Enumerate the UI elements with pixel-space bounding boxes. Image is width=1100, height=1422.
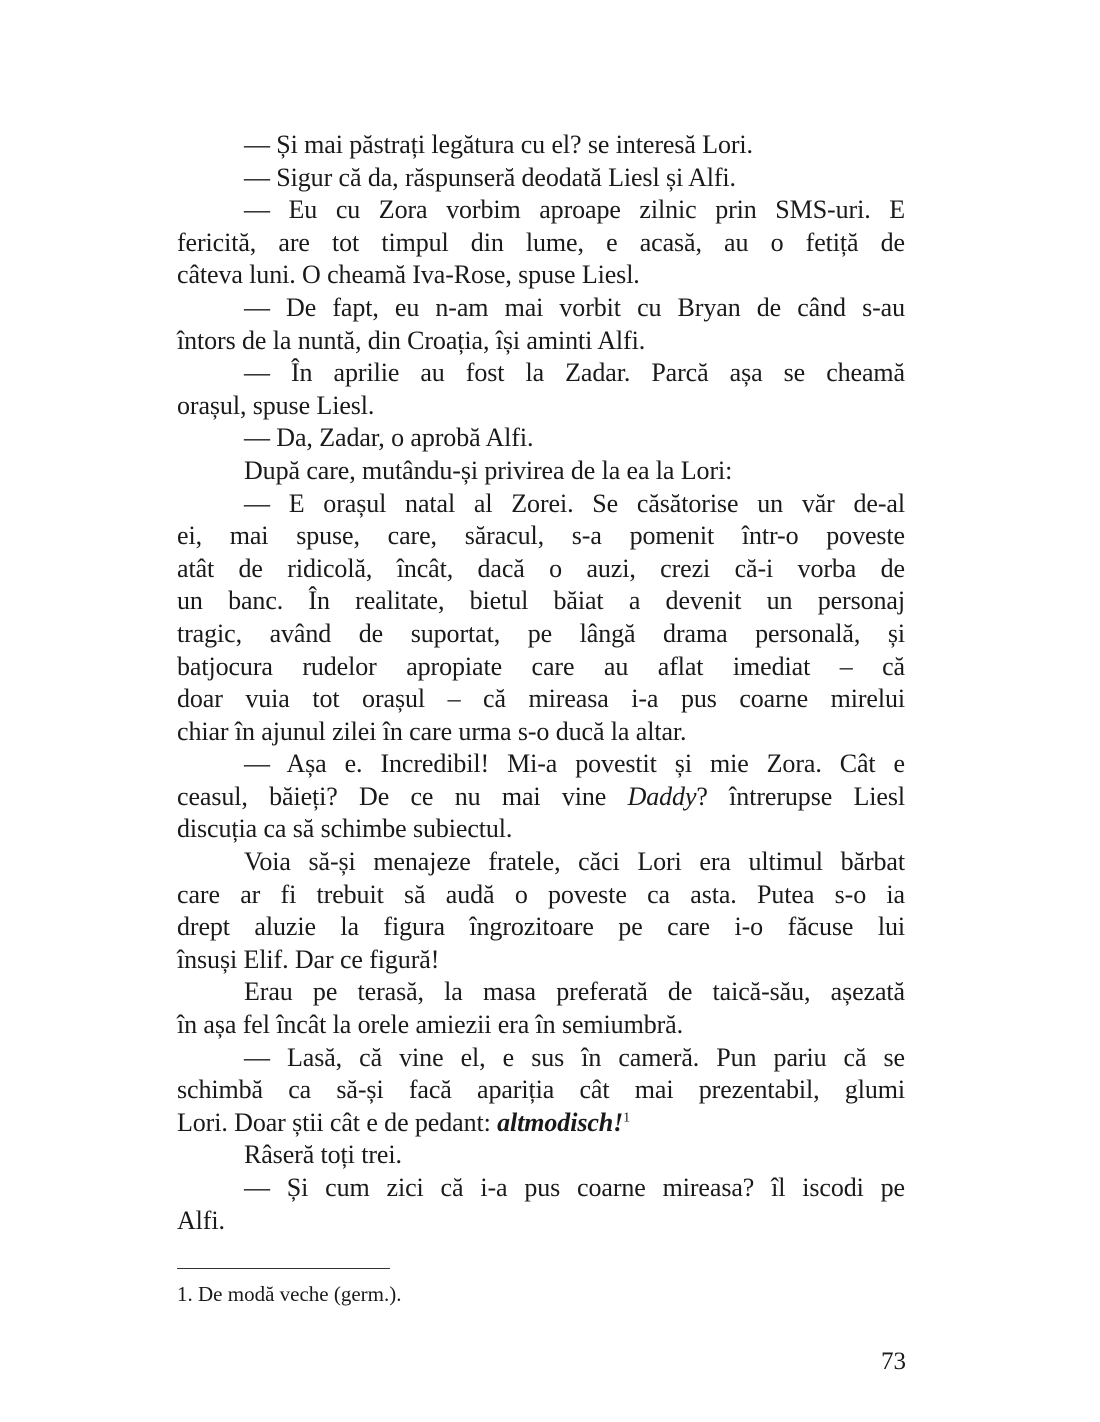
text-segment: — De fapt, eu n-am mai vorbit cu Bryan de când s-au (244, 292, 905, 322)
text-line (177, 162, 905, 195)
text-line (177, 716, 905, 749)
text-line (177, 553, 905, 586)
paragraph (177, 292, 905, 357)
text-line (177, 129, 905, 162)
emphasis-text: altmodisch! (497, 1107, 624, 1137)
text-segment: un banc. În realitate, bietul băiat a devenit un personaj (177, 586, 905, 616)
text-line (177, 194, 905, 227)
text-line (177, 488, 905, 521)
text-segment: drept aluzie la figura îngrozitoare pe care i-o făcuse lui (177, 912, 905, 942)
text-segment: Lori. Doar știi cât e de pedant: (177, 1107, 498, 1137)
page-number: 73 (881, 1348, 906, 1375)
text-line (177, 292, 905, 325)
text-line (177, 520, 905, 553)
text-segment: — În aprilie au fost la Zadar. Parcă așa se cheamă (244, 358, 905, 388)
text-segment: ? întrerupse Liesl (696, 781, 905, 811)
text-line (177, 227, 905, 260)
text-line (177, 1074, 905, 1107)
text-segment: ei, mai spuse, care, săracul, s-a pomenit într-o poveste (177, 521, 905, 551)
paragraph (177, 976, 905, 1041)
text-line (177, 1042, 905, 1075)
footnote-divider (177, 1268, 390, 1269)
text-line (177, 390, 905, 423)
text-line (177, 325, 905, 358)
text-segment: — Da, Zadar, o aprobă Alfi. (244, 423, 534, 453)
text-segment: câteva luni. O cheamă Iva-Rose, spuse Liesl. (177, 260, 640, 290)
text-line (177, 781, 905, 814)
text-line (177, 944, 905, 977)
text-segment: discuția ca să schimbe subiectul. (177, 814, 513, 844)
text-line (177, 455, 905, 488)
text-line (177, 585, 905, 618)
text-segment: tragic, având de suportat, pe lângă drama personală, și (177, 618, 905, 648)
text-line (177, 1172, 905, 1205)
text-line (177, 357, 905, 390)
text-segment: — Lasă, că vine el, e sus în cameră. Pun pariu că se (244, 1042, 905, 1072)
text-segment: — E orașul natal al Zorei. Se căsătorise un văr de-al (244, 488, 905, 518)
paragraph (177, 1042, 905, 1140)
text-line (177, 813, 905, 846)
paragraph (177, 488, 905, 749)
text-segment: — Și cum zici că i-a pus coarne mireasa? îl iscodi pe (244, 1173, 905, 1202)
paragraph (177, 422, 905, 455)
text-segment: în așa fel încât la orele amiezii era în semiumbră. (177, 1010, 684, 1040)
paragraph (177, 1139, 905, 1172)
paragraph (177, 846, 905, 976)
text-segment: batjocura rudelor apropiate care au aflat imediat – că (177, 651, 905, 681)
text-segment: După care, mutându-și privirea de la ea la Lori: (244, 455, 733, 485)
paragraph (177, 748, 905, 846)
emphasis-text: Daddy (627, 781, 697, 811)
text-segment: atât de ridicolă, încât, dacă o auzi, crezi că-i vorba de (177, 553, 905, 583)
text-segment: fericită, are tot timpul din lume, e acasă, au o fetiță de (177, 227, 905, 257)
text-line (177, 911, 905, 944)
text-line (177, 683, 905, 716)
text-segment: întors de la nuntă, din Croația, își aminti Alfi. (177, 325, 646, 355)
text-line (177, 422, 905, 455)
text-segment: schimbă ca să-și facă apariția cât mai prezentabil, glumi (177, 1075, 905, 1105)
text-line (177, 976, 905, 1009)
text-segment: Voia să-și menajeze fratele, căci Lori era ultimul bărbat (244, 847, 905, 877)
text-line (177, 1205, 905, 1238)
text-segment: doar vuia tot orașul – că mireasa i-a pus coarne mirelui (177, 684, 905, 714)
text-line (177, 259, 905, 292)
text-line (177, 651, 905, 684)
text-segment: Râseră toți trei. (244, 1140, 402, 1170)
paragraph (177, 129, 905, 162)
text-line (177, 846, 905, 879)
footnote: 1. De modă veche (germ.). (177, 1282, 402, 1306)
footnote-marker: 1 (623, 1110, 631, 1126)
text-segment: ceasul, băieți? De ce nu mai vine (177, 781, 628, 811)
text-segment: Erau pe terasă, la masa preferată de taică-său, așezată (244, 977, 905, 1007)
paragraph (177, 455, 905, 488)
text-line (177, 618, 905, 651)
text-segment: — Eu cu Zora vorbim aproape zilnic prin SMS-uri. E (244, 195, 905, 225)
text-line (177, 1139, 905, 1172)
text-line (177, 1009, 905, 1042)
text-segment: — Așa e. Incredibil! Mi-a povestit și mie Zora. Cât e (244, 749, 905, 779)
text-line (177, 1107, 905, 1140)
paragraph (177, 162, 905, 195)
text-segment: care ar fi trebuit să audă o poveste ca asta. Putea s-o ia (177, 879, 905, 909)
paragraph (177, 1172, 905, 1237)
text-segment: — Sigur că da, răspunseră deodată Liesl și Alfi. (244, 162, 736, 192)
text-segment: — Și mai păstrați legătura cu el? se interesă Lori. (244, 130, 753, 159)
text-line (177, 879, 905, 912)
text-segment: chiar în ajunul zilei în care urma s-o ducă la altar. (177, 716, 687, 746)
paragraph (177, 194, 905, 292)
body-text (177, 129, 905, 1237)
text-line (177, 748, 905, 781)
text-segment: însuși Elif. Dar ce figură! (177, 944, 440, 974)
paragraph (177, 357, 905, 422)
text-segment: Alfi. (177, 1205, 225, 1235)
text-segment: orașul, spuse Liesl. (177, 390, 375, 420)
